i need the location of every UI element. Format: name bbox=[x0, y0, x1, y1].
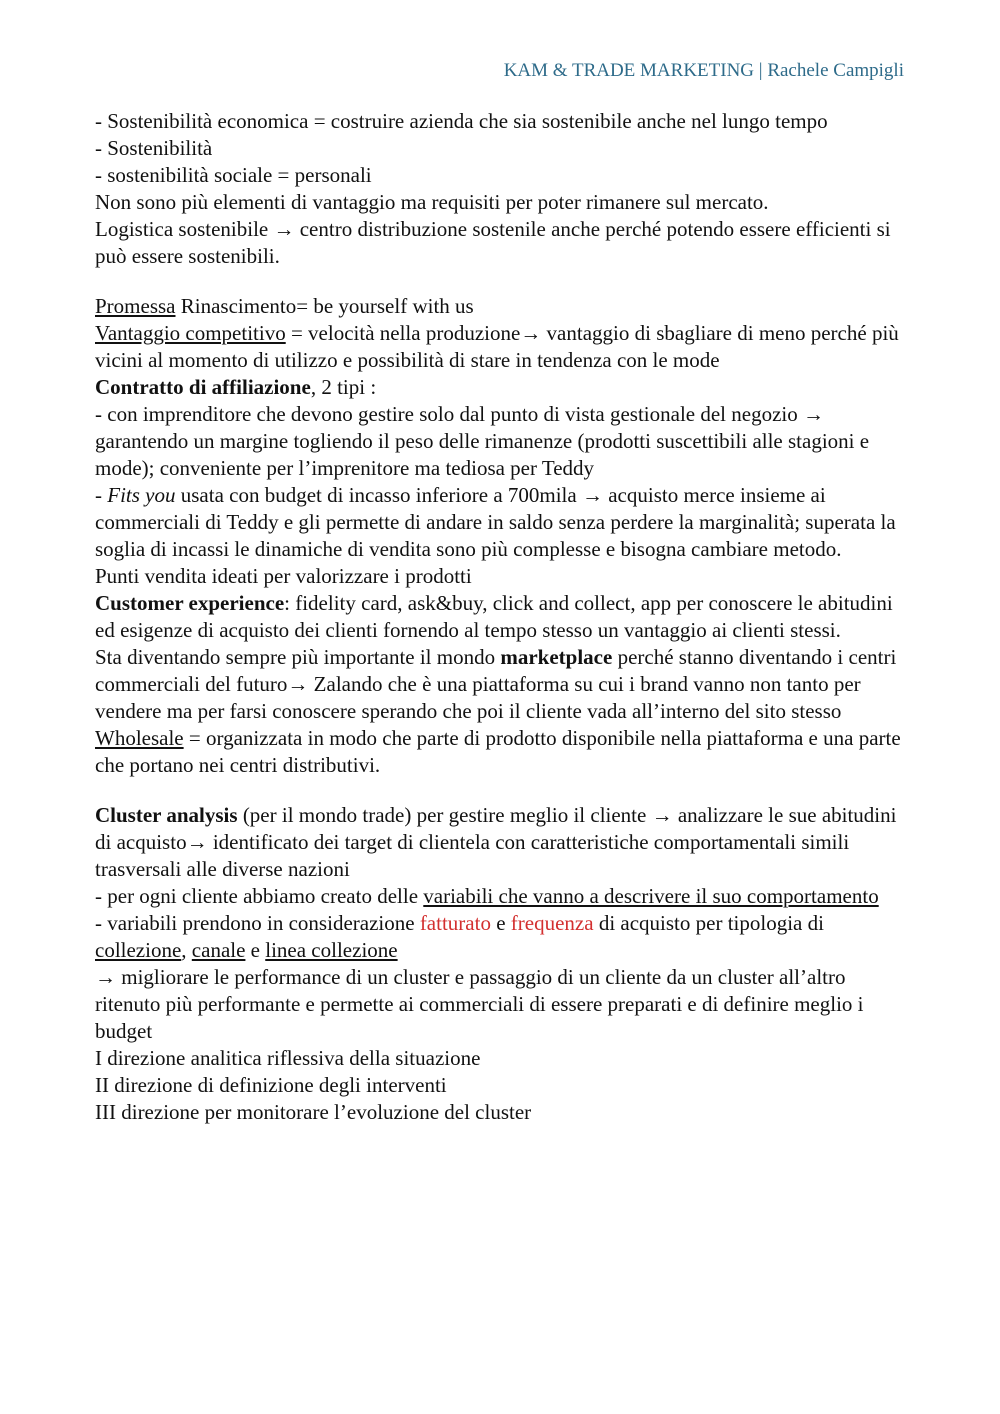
term-vantaggio-competitivo: Vantaggio competitivo bbox=[95, 321, 286, 345]
document-body bbox=[95, 108, 910, 1126]
variabili-pre: - per ogni cliente abbiamo creato delle bbox=[95, 884, 424, 908]
paragraph-direzione-1: I direzione analitica riflessiva della situazione bbox=[95, 1046, 481, 1070]
term-canale: canale bbox=[191, 938, 246, 962]
paragraph-variabili bbox=[95, 883, 910, 910]
paragraph-imprenditore: - con imprenditore che devono gestire solo dal punto di vista gestionale del negozio → garantendo un margine togliendo il peso delle rimanenze (prodotti suscettibili alle stagioni e mode); conveniente per l’imprenitore ma tediosa per Teddy bbox=[95, 402, 870, 480]
consid-pre: - variabili prendono in considerazione bbox=[95, 911, 420, 935]
paragraph-considerazione bbox=[95, 910, 910, 964]
term-customer-experience: Customer experience bbox=[95, 591, 285, 615]
paragraph-wholesale bbox=[95, 725, 910, 779]
conj-e1: e bbox=[490, 911, 511, 935]
paragraph-sostenibilita-economica: - Sostenibilità economica = costruire azienda che sia sostenibile anche nel lungo tempo bbox=[95, 109, 828, 133]
paragraph-direzione-2: II direzione di definizione degli interventi bbox=[95, 1073, 447, 1097]
term-variabili: variabili che vanno a descrivere il suo comportamento bbox=[423, 884, 879, 908]
fits-text: usata con budget di incasso inferiore a 700mila → acquisto merce insieme ai commerciali di Teddy e gli permette di andare in saldo senza perdere la marginalità; superata la soglia di incassi le dinamiche di vendita sono più complesse e bisogna cambiare metodo. bbox=[95, 483, 896, 561]
term-fits-you: Fits you bbox=[107, 483, 176, 507]
term-collezione: collezione bbox=[95, 938, 182, 962]
contratto-text: , 2 tipi : bbox=[310, 375, 377, 399]
paragraph-requisiti: Non sono più elementi di vantaggio ma requisiti per poter rimanere sul mercato. bbox=[95, 190, 769, 214]
paragraph-direzione-3: III direzione per monitorare l’evoluzione del cluster bbox=[95, 1100, 532, 1124]
paragraph-sostenibilita: - Sostenibilità bbox=[95, 136, 213, 160]
wholesale-text: = organizzata in modo che parte di prodotto disponibile nella piattaforma e una parte che portano nei centri distributivi. bbox=[95, 726, 901, 777]
term-promessa: Promessa bbox=[95, 294, 176, 318]
term-linea-collezione: linea collezione bbox=[265, 938, 398, 962]
consid-mid: di acquisto per tipologia di bbox=[593, 911, 824, 935]
paragraph-gap bbox=[95, 270, 910, 293]
conj-e2: e bbox=[245, 938, 266, 962]
comma-sep: , bbox=[181, 938, 192, 962]
paragraph-contratto bbox=[95, 374, 910, 401]
cluster-text: (per il mondo trade) per gestire meglio il cliente → analizzare le sue abitudini di acquisto→ identificato dei target di clientela con caratteristiche comportamentali simili trasversali alle diverse nazioni bbox=[95, 803, 897, 881]
vantaggio-text: = velocità nella produzione→ vantaggio di sbagliare di meno perché più vicini al momento di utilizzo e possibilità di stare in tendenza con le mode bbox=[95, 321, 899, 372]
paragraph-migliorare: → migliorare le performance di un cluster e passaggio di un cliente da un cluster all’altro ritenuto più performante e permette ai commerciali di essere preparati e di definire meglio i budget bbox=[95, 965, 864, 1043]
paragraph-cluster-analysis bbox=[95, 802, 910, 883]
marketplace-post: perché stanno diventando i centri commerciali del futuro→ Zalando che è una piattaforma su cui i brand vanno non tanto per vendere ma per farsi conoscere sperando che poi il cliente vada all’interno del sito stesso bbox=[95, 645, 897, 723]
page-header: KAM & TRADE MARKETING | Rachele Campigli bbox=[503, 60, 904, 81]
paragraph-fits-you bbox=[95, 482, 910, 563]
term-contratto-affiliazione: Contratto di affiliazione bbox=[95, 375, 311, 399]
marketplace-pre: Sta diventando sempre più importante il mondo bbox=[95, 645, 501, 669]
term-wholesale: Wholesale bbox=[95, 726, 184, 750]
paragraph-promessa bbox=[95, 293, 910, 320]
promessa-text: Rinascimento= be yourself with us bbox=[175, 294, 474, 318]
fits-prefix: - bbox=[95, 483, 108, 507]
paragraph-vantaggio bbox=[95, 320, 910, 374]
term-marketplace: marketplace bbox=[500, 645, 613, 669]
term-cluster-analysis: Cluster analysis bbox=[95, 803, 238, 827]
customer-text: : fidelity card, ask&buy, click and collect, app per conoscere le abitudini ed esigenze di acquisto dei clienti fornendo al tempo stesso un vantaggio ai clienti stessi. bbox=[95, 591, 893, 642]
paragraph-customer-experience bbox=[95, 590, 910, 644]
paragraph-marketplace bbox=[95, 644, 910, 725]
paragraph-logistica: Logistica sostenibile → centro distribuzione sostenile anche perché potendo essere efficienti si può essere sostenibili. bbox=[95, 217, 891, 268]
paragraph-gap bbox=[95, 779, 910, 802]
paragraph-sostenibilita-sociale: - sostenibilità sociale = personali bbox=[95, 163, 372, 187]
term-fatturato: fatturato bbox=[419, 911, 491, 935]
term-frequenza: frequenza bbox=[510, 911, 594, 935]
paragraph-punti-vendita: Punti vendita ideati per valorizzare i prodotti bbox=[95, 564, 472, 588]
